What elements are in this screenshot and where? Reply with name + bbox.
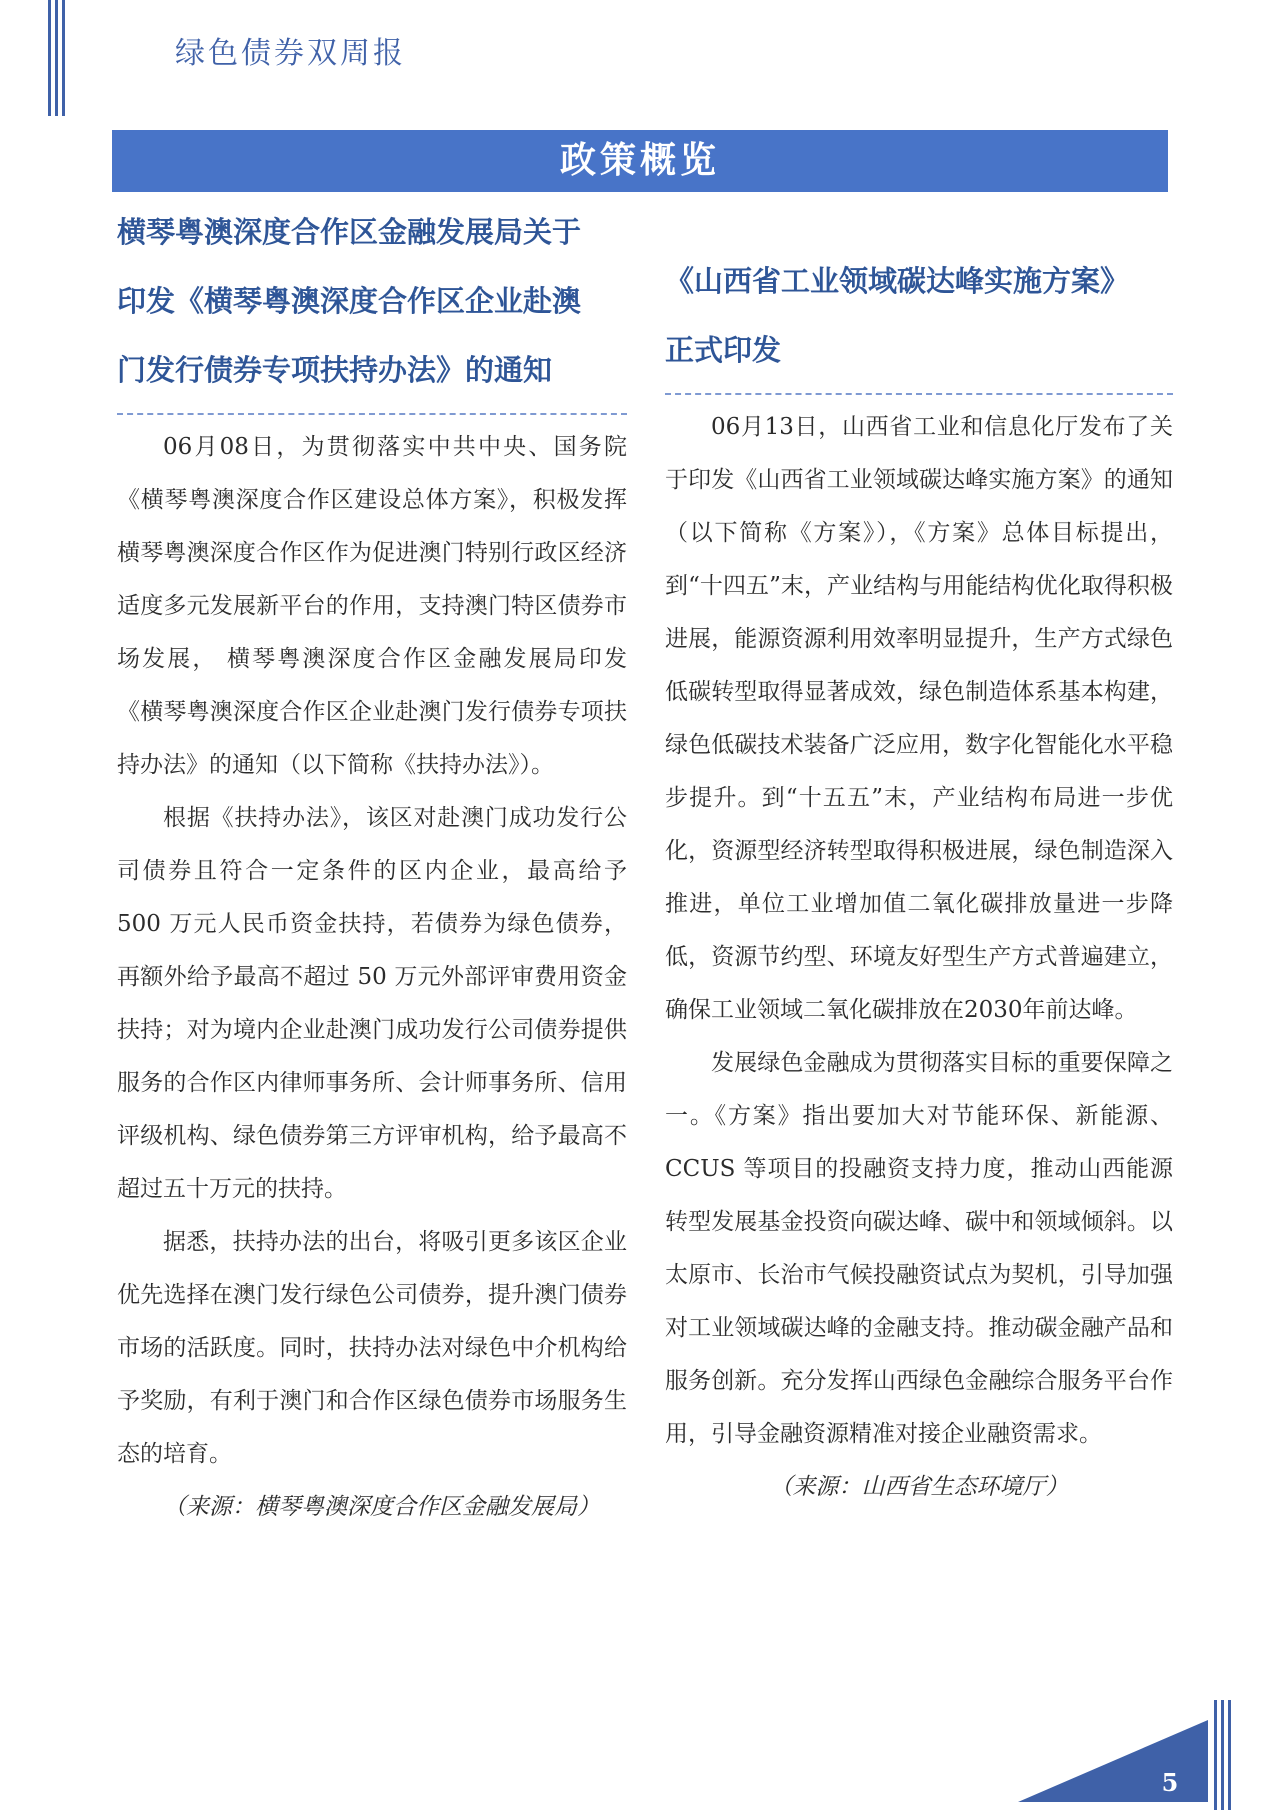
title-divider <box>117 413 627 415</box>
article-paragraph: 根据《扶持办法》，该区对赴澳门成功发行公司债券且符合一定条件的区内企业，最高给予 500 万元人民币资金扶持，若债券为绿色债券，再额外给予最高不超过 50 万元外部评审费用资金扶持；对为境内企业赴澳门成功发行公司债券提供服务的合作区内律师事务所、会计师事务所、信用评级机构、绿色债券第三方评审机构，给予最高不超过五十万元的扶持。 <box>117 805 627 1202</box>
section-banner: 政策概览 <box>112 130 1168 192</box>
footer-decoration-bars <box>1214 1700 1244 1810</box>
article-paragraph: 06月08日，为贯彻落实中共中央、国务院《横琴粤澳深度合作区建设总体方案》，积极发挥横琴粤澳深度合作区作为促进澳门特别行政区经济适度多元发展新平台的作用，支持澳门特区债券市场发展， 横琴粤澳深度合作区金融发展局印发《横琴粤澳深度合作区企业赴澳门发行债券专项扶持办法》的通知（以下简称《扶持办法》）。 <box>117 434 627 778</box>
right-title-line: 正式印发 <box>665 333 782 367</box>
left-article <box>117 198 627 1534</box>
article-paragraph: 06月13日，山西省工业和信息化厅发布了关于印发《山西省工业领域碳达峰实施方案》的通知（以下简称《方案》），《方案》总体目标提出，到“十四五”末，产业结构与用能结构优化取得积极进展，能源资源利用效率明显提升，生产方式绿色低碳转型取得显著成效，绿色制造体系基本构建，绿色低碳技术装备广泛应用，数字化智能化水平稳步提升。到“十五五”末，产业结构布局进一步优化，资源型经济转型取得积极进展，绿色制造深入推进，单位工业增加值二氧化碳排放量进一步降低，资源节约型、环境友好型生产方式普遍建立，确保工业领域二氧化碳排放在2030年前达峰。 <box>665 414 1173 1023</box>
title-divider <box>665 393 1173 395</box>
publication-title: 绿色债券双周报 <box>175 36 406 71</box>
left-title-line: 印发《横琴粤澳深度合作区企业赴澳 <box>117 284 582 318</box>
article-paragraph: 发展绿色金融成为贯彻落实目标的重要保障之一。《方案》指出要加大对节能环保、新能源、CCUS 等项目的投融资支持力度，推动山西能源转型发展基金投资向碳达峰、碳中和领域倾斜。以太原市、长治市气候投融资试点为契机，引导加强对工业领域碳达峰的金融支持。推动碳金融产品和服务创新。充分发挥山西绿色金融综合服务平台作用，引导金融资源精准对接企业融资需求。 <box>665 1050 1173 1447</box>
article-paragraph: 据悉，扶持办法的出台，将吸引更多该区企业优先选择在澳门发行绿色公司债券，提升澳门债券市场的活跃度。同时，扶持办法对绿色中介机构给予奖励，有利于澳门和合作区绿色债券市场服务生态的培育。 <box>117 1229 627 1467</box>
page-number: 5 <box>1161 1768 1179 1797</box>
right-article-title <box>665 198 1173 385</box>
left-title-line: 门发行债券专项扶持办法》的通知 <box>117 353 553 387</box>
left-article-title <box>117 198 627 405</box>
article-source: （来源：山西省生态环境厅） <box>769 1474 1069 1500</box>
left-title-line: 横琴粤澳深度合作区金融发展局关于 <box>117 215 582 249</box>
header-decoration-bars <box>48 0 78 116</box>
article-source: （来源：横琴粤澳深度合作区金融发展局） <box>163 1494 600 1520</box>
right-title-line: 《山西省工业领域碳达峰实施方案》 <box>665 264 1130 298</box>
right-article <box>665 198 1173 1514</box>
